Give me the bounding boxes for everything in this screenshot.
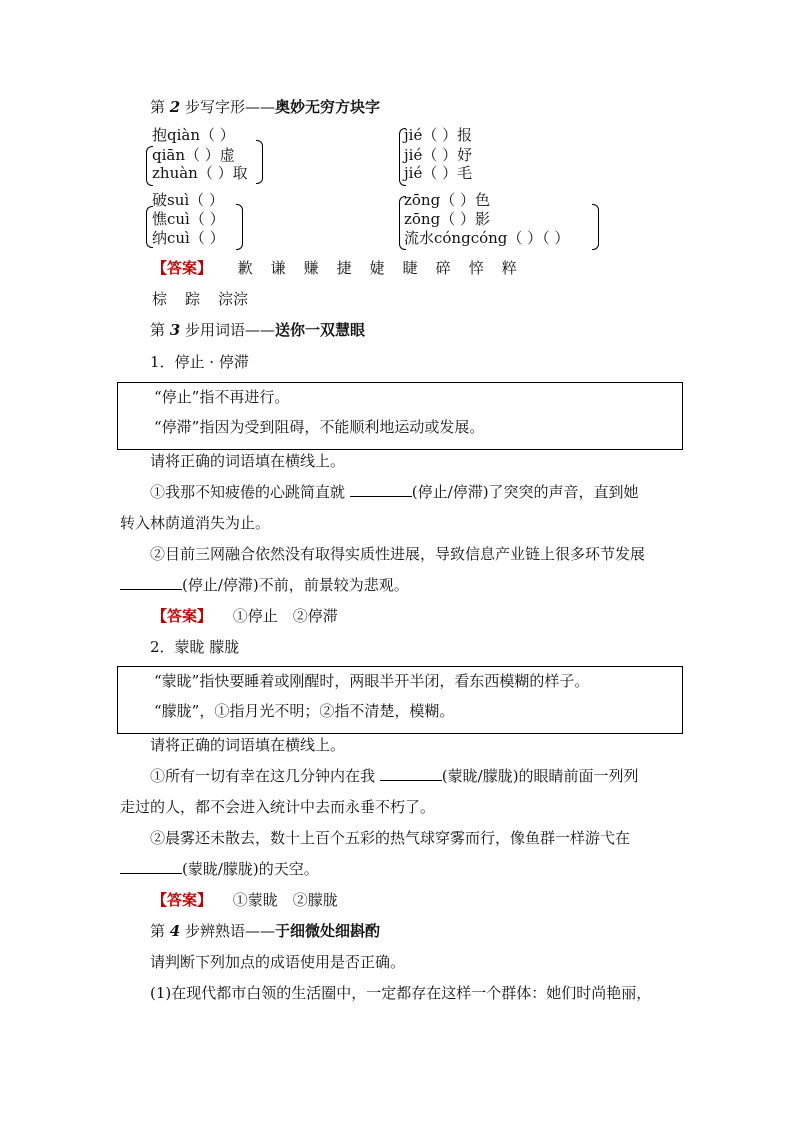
answer-item: 谦 [270,259,286,277]
sentence-text: (蒙眬/朦胧)的眼睛前面一列列 [441,767,639,785]
brace-right [256,140,263,184]
answer-item: 歉 [237,259,253,277]
answer-item: 悴 [468,259,484,277]
group4-line1: zōng（ ）色 [404,191,490,209]
answer-tag: 【答案】 [152,891,213,909]
answer-item: 睫 [402,259,418,277]
q1-heading: 1．停止 · 停滞 [150,353,249,371]
group2-line3: jié（ ）毛 [404,164,473,182]
group3-line2: 憔cuì（ ） [152,210,225,228]
step-title: 奥妙无穷方块字 [275,98,381,116]
sentence-text: (停止/停滞)不前，前景较为悲观。 [182,576,409,594]
group1-line3: zhuàn（ ）取 [152,164,248,182]
group4-line3: 流水cóngcóng（ ）（ ） [404,229,570,247]
q2-instruction: 请将正确的词语填在横线上。 [150,736,346,754]
q1-answer [152,606,338,626]
step4-heading [150,921,380,941]
step-title: 于细微处细斟酌 [275,922,381,940]
step-prefix: 第 [150,922,170,940]
step3-heading [150,320,365,340]
q1-sentence1 [150,482,639,502]
group4-line2: zōng（ ）影 [404,210,490,228]
sentence-text: ①我那不知疲倦的心跳简直就 [150,483,346,501]
q2-heading: 2．蒙眬 朦胧 [150,638,240,656]
q4-instruction: 请判断下列加点的成语使用是否正确。 [150,953,406,971]
fill-blank[interactable] [120,575,182,590]
group3-line3: 纳cuì（ ） [152,229,225,247]
q2-sentence2: ②晨雾还未散去，数十上百个五彩的热气球穿雾而行，像鱼群一样游弋在 [150,829,631,847]
q2-sentence2-cont [120,859,319,879]
q2-sentence1 [150,766,639,786]
step-mid: 步用词语—— [180,321,275,339]
q1-sentence1-cont: 转入林荫道消失为止。 [120,514,271,532]
definition-line: “停滞”指因为受到阻碍，不能顺利地运动或发展。 [154,418,485,436]
group3-line1: 破suì（ ） [152,191,224,209]
group2-line2: jié（ ）妤 [404,146,473,164]
q1-sentence2: ②目前三网融合依然没有取得实质性进展，导致信息产业链上很多环节发展 [150,545,646,563]
answer-line-2 [152,289,266,309]
q1-sentence2-cont [120,575,409,595]
brace-right [236,204,243,250]
definition-line: “朦胧”，①指月光不明；②指不清楚，模糊。 [154,702,455,720]
fill-blank[interactable] [120,859,182,874]
answer-item: 棕 [152,290,168,308]
answer-item: 粹 [501,259,517,277]
step-mid: 步辨熟语—— [180,922,275,940]
definition-line: “停止”指不再进行。 [154,388,290,406]
q2-answer [152,890,338,910]
group2-line1: jié（ ）报 [404,126,473,144]
answer-tag: 【答案】 [152,607,213,625]
definition-box-1 [117,382,683,450]
step-title: 送你一双慧眼 [275,321,366,339]
q2-sentence1-cont: 走过的人，都不会进入统计中去而永垂不朽了。 [120,798,436,816]
step-mid: 步写字形—— [180,98,275,116]
fill-blank[interactable] [380,766,442,781]
sentence-text: (蒙眬/朦胧)的天空。 [182,860,319,878]
step-number: 4 [169,922,181,940]
group1-line1: 抱qiàn（ ） [152,126,235,144]
step-prefix: 第 [150,98,170,116]
answer-item: 碎 [435,259,451,277]
step2-heading [150,97,380,117]
answer-tag: 【答案】 [152,259,213,277]
group1-line2: qiān（ ）虚 [152,146,235,164]
sentence-text: ①所有一切有幸在这几分钟内在我 [150,767,376,785]
definition-line: “蒙眬”指快要睡着或刚醒时，两眼半开半闭，看东西模糊的样子。 [154,672,590,690]
sentence-text: (停止/停滞)了突突的声音，直到她 [411,483,639,501]
step-prefix: 第 [150,321,170,339]
answer-item: 婕 [369,259,385,277]
q1-instruction: 请将正确的词语填在横线上。 [150,452,346,470]
answer-item: 捷 [336,259,352,277]
answer-line-1 [152,258,535,278]
fill-blank[interactable] [350,482,412,497]
answer-text: ①停止 ②停滞 [232,607,338,625]
definition-box-2 [117,666,683,734]
answer-item: 淙淙 [218,290,249,308]
q4-sentence1: (1)在现代都市白领的生活圈中，一定都存在这样一个群体：她们时尚艳丽， [150,984,652,1002]
answer-item: 赚 [303,259,319,277]
answer-item: 踪 [185,290,201,308]
answer-text: ①蒙眬 ②朦胧 [232,891,338,909]
step-number: 2 [169,98,181,116]
step-number: 3 [169,321,181,339]
brace-right [592,204,599,250]
